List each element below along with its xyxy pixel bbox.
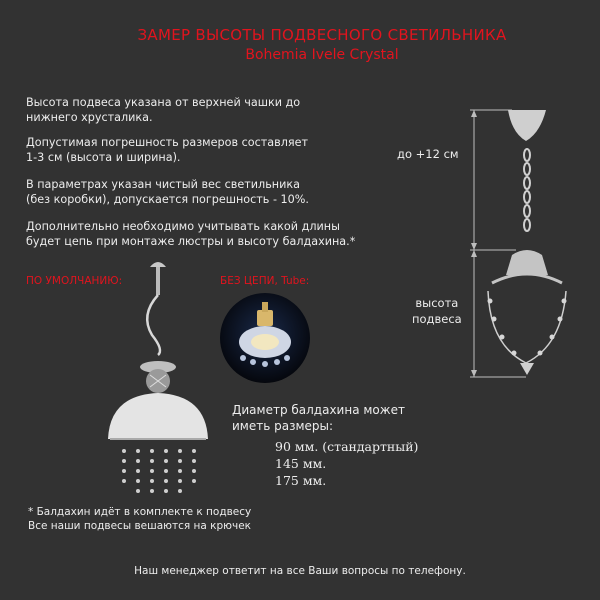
- footnotes: [28, 505, 251, 533]
- footnote-line: * Балдахин идёт в комплекте к подвесу: [28, 506, 252, 518]
- info-line: Допустимая погрешность размеров составляет: [26, 136, 308, 149]
- default-label: ПО УМОЛЧАНИЮ:: [26, 275, 123, 287]
- suspension-height-line: подвеса: [412, 312, 462, 326]
- tube-canopy-photo: [219, 292, 311, 384]
- info-line: В параметрах указан чистый вес светильника: [26, 178, 300, 191]
- canopy-size-item: 175 мм.: [275, 473, 327, 488]
- info-line: Дополнительно необходимо учитывать какой длины: [26, 220, 340, 233]
- suspension-height-line: высота: [415, 296, 459, 310]
- canopy-line: иметь размеры:: [232, 419, 334, 433]
- chain-extra-label: до +12 см: [397, 147, 459, 161]
- footnote-line: Все наши подвесы вешаются на крючек: [28, 520, 252, 532]
- without-chain-label: БЕЗ ЦЕПИ, Tube:: [220, 275, 310, 287]
- info-line: 1-3 см (высота и ширина).: [26, 151, 181, 164]
- info-paragraph-tolerance: [26, 135, 406, 165]
- canopy-line: Диаметр балдахина может: [232, 403, 405, 417]
- canopy-size-item: 145 мм.: [275, 456, 327, 471]
- canopy-size-list: [275, 438, 418, 489]
- suspension-height-label: [412, 295, 462, 327]
- page-subtitle: Bohemia Ivele Crystal: [245, 47, 399, 63]
- footer-text: Наш менеджер ответит на все Ваши вопросы по телефону.: [134, 565, 466, 577]
- default-lamp-illustration: [100, 255, 220, 505]
- canopy-size-item: 90 мм. (стандартный): [275, 439, 419, 454]
- info-paragraph-weight: [26, 177, 406, 207]
- measurement-diagram: [470, 105, 590, 390]
- canopy-diameter-text: [232, 402, 405, 434]
- info-paragraph-height: [26, 95, 406, 125]
- info-line: Высота подвеса указана от верхней чашки до: [26, 96, 301, 109]
- info-line: (без коробки), допускается погрешность - 10%.: [26, 193, 309, 206]
- info-line: будет цепь при монтаже люстры и высоту балдахина.*: [26, 235, 356, 248]
- page-title: ЗАМЕР ВЫСОТЫ ПОДВЕСНОГО СВЕТИЛЬНИКА: [137, 26, 507, 44]
- info-paragraph-chain: [26, 219, 406, 249]
- info-line: нижнего хрусталика.: [26, 111, 153, 124]
